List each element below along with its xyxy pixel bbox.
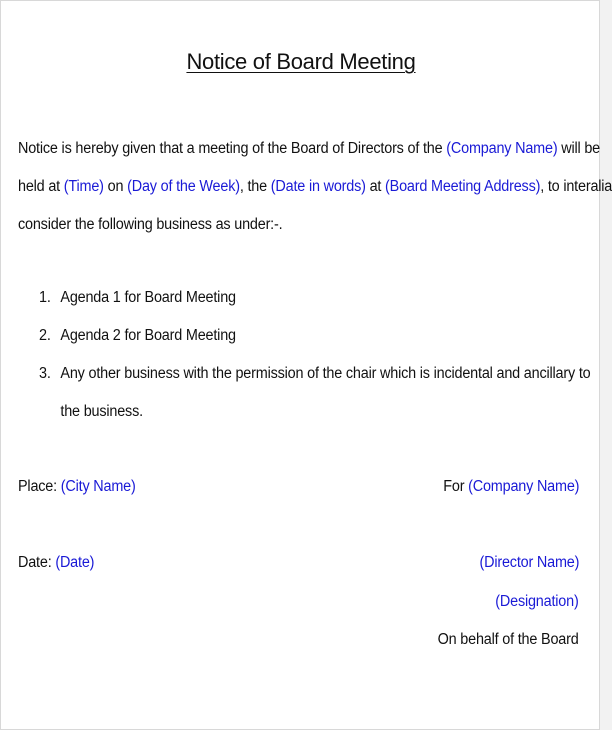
placeholder-company-name: (Company Name)	[446, 140, 558, 157]
date-label: Date:	[18, 554, 56, 571]
text-segment: , the	[239, 178, 271, 195]
text-segment: held at	[18, 178, 64, 195]
list-text: Agenda 1 for Board Meeting	[60, 289, 236, 306]
list-text-line-2: the business.	[60, 403, 143, 420]
on-behalf-text: On behalf of the Board	[438, 631, 579, 648]
placeholder-date-in-words: (Date in words)	[270, 178, 366, 195]
date-line	[18, 554, 94, 572]
placeholder-day-of-week: (Day of the Week)	[127, 178, 240, 195]
text-segment: , to interalia	[540, 178, 612, 195]
list-number: 2.	[39, 327, 51, 344]
director-name-line	[479, 554, 579, 572]
text-segment: on	[103, 178, 128, 195]
list-item	[39, 321, 560, 359]
place-label: Place:	[18, 478, 61, 495]
place-line	[18, 478, 136, 496]
title-text: Notice of Board Meeting	[186, 49, 416, 74]
list-item	[39, 359, 591, 435]
behalf-line	[438, 631, 579, 649]
list-text-line-1: Any other business with the permission of the chair which is incidental and ancillary to	[60, 365, 591, 382]
placeholder-date: (Date)	[55, 554, 95, 571]
text-segment: will be	[557, 140, 601, 157]
paragraph-line-1	[18, 130, 601, 168]
placeholder-time: (Time)	[63, 178, 104, 195]
notice-paragraph	[18, 130, 612, 244]
paragraph-line-2	[18, 168, 612, 206]
placeholder-meeting-address: (Board Meeting Address)	[385, 178, 541, 195]
placeholder-director-name: (Director Name)	[479, 554, 579, 571]
placeholder-company-name-signature: (Company Name)	[467, 478, 579, 495]
paragraph-line-3: consider the following business as under:-.	[18, 216, 283, 233]
text-segment: at	[365, 178, 386, 195]
list-item	[39, 283, 560, 321]
text-segment: Notice is hereby given that a meeting of the Board of Directors of the	[18, 140, 447, 157]
document-title	[1, 49, 601, 75]
list-text: Agenda 2 for Board Meeting	[60, 327, 236, 344]
for-label: For	[442, 478, 468, 495]
placeholder-designation: (Designation)	[495, 593, 579, 610]
placeholder-city-name: (City Name)	[60, 478, 136, 495]
designation-line	[496, 593, 579, 611]
agenda-list	[39, 283, 591, 435]
list-number: 1.	[39, 289, 51, 306]
list-number: 3.	[39, 365, 51, 382]
for-company-line	[443, 478, 579, 496]
list-text	[60, 355, 590, 435]
